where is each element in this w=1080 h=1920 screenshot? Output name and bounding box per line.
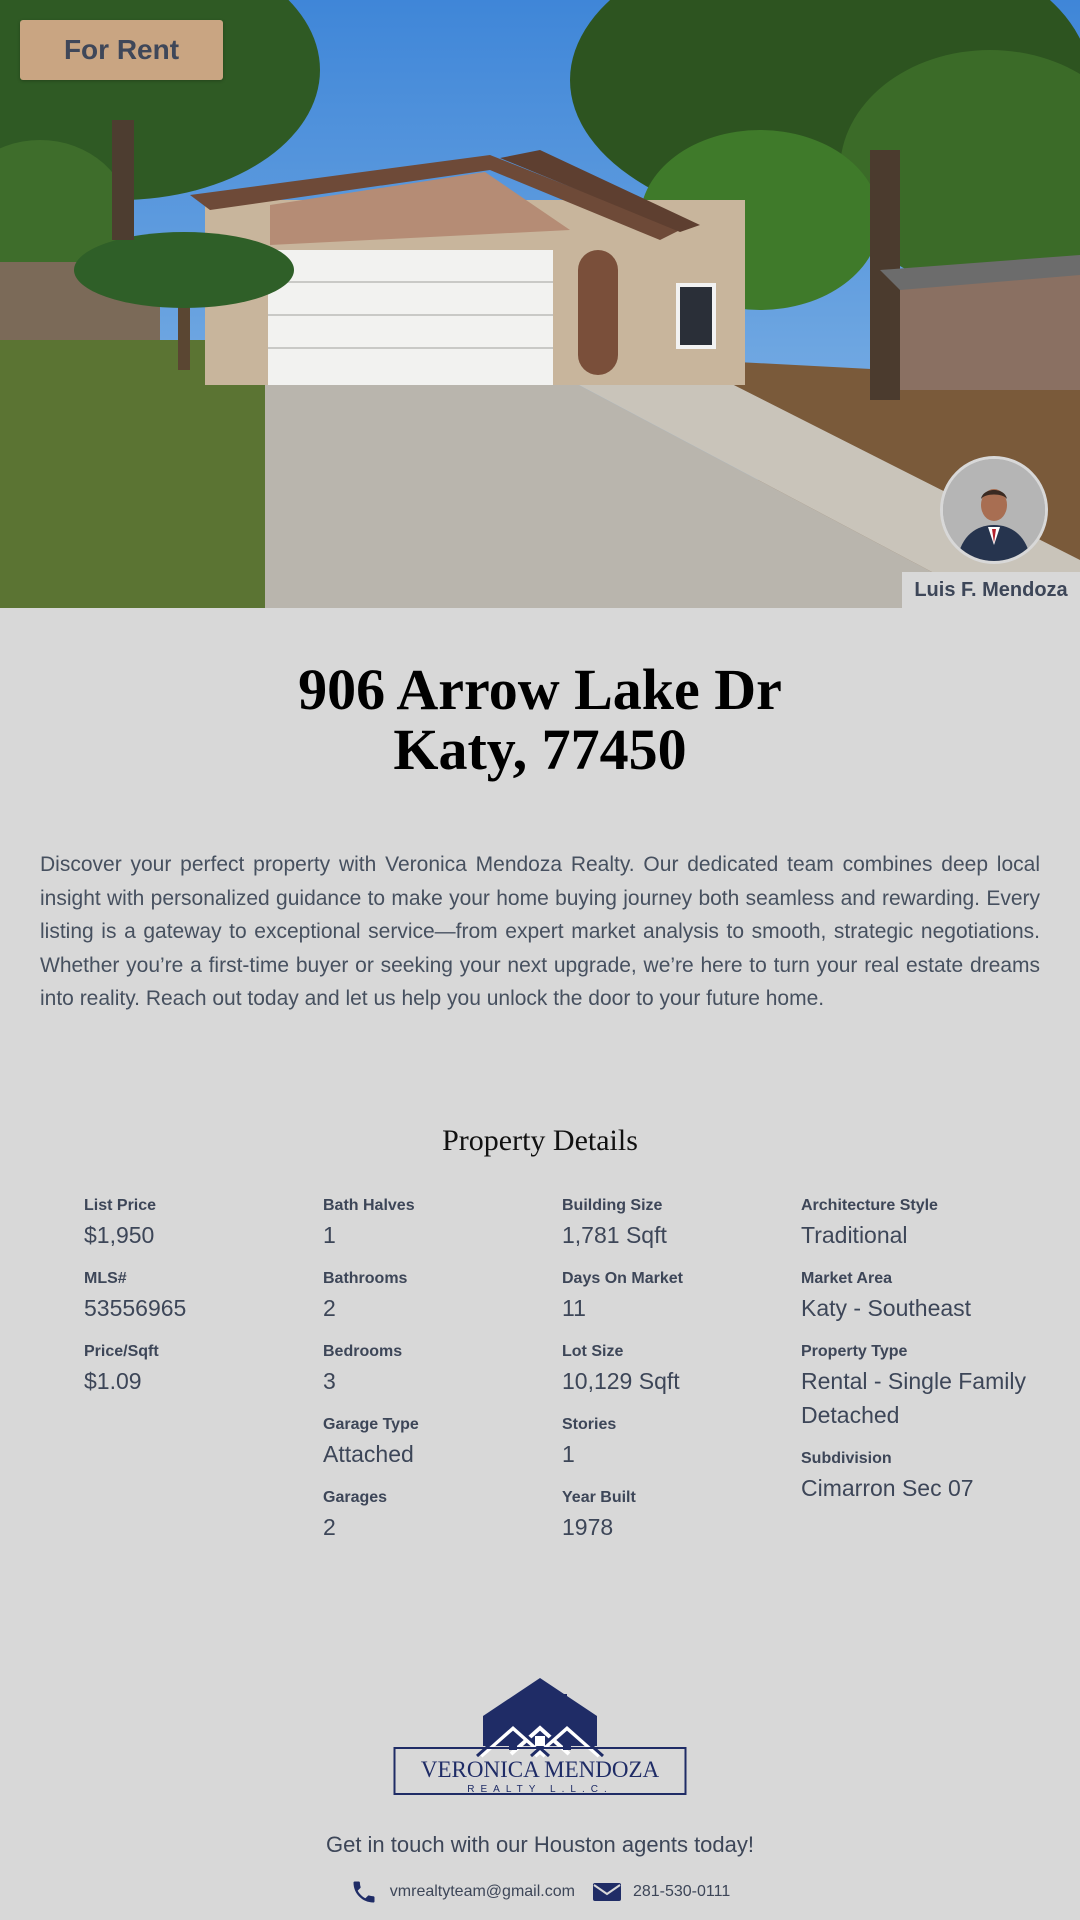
- house-photo: [0, 0, 1080, 608]
- contact-bar: [0, 1876, 1080, 1908]
- agent-name: Luis F. Mendoza: [902, 572, 1080, 608]
- details-heading: Property Details: [442, 1124, 638, 1157]
- detail-architecture-style: [801, 1196, 1040, 1252]
- detail-label: Architecture Style: [801, 1197, 938, 1214]
- detail-value: $1,950: [84, 1222, 155, 1248]
- detail-list-price: [84, 1196, 323, 1252]
- property-description: Discover your perfect property with Veronica Mendoza Realty. Our dedicated team combines deep local insight with personalized guidance to make your home buying journey both seamless and rewarding. Every listing is a gateway to exceptional service—from expert market analysis to smooth, strategic negotiations. Whether you’re a first-time buyer or seeking your next upgrade, we’re here to turn your real estate dreams into reality. Reach out today and let us help you unlock the door to your future home.: [40, 853, 1040, 1011]
- detail-label: Subdivision: [801, 1450, 892, 1467]
- detail-value: Attached: [323, 1441, 414, 1467]
- for-rent-badge: For Rent: [20, 20, 223, 80]
- detail-market-area: [801, 1269, 1040, 1325]
- detail-label: Bedrooms: [323, 1343, 403, 1360]
- detail-label: Garages: [323, 1489, 388, 1506]
- property-address: [0, 657, 1080, 782]
- logo-subtitle: REALTY L.L.C.: [467, 1784, 613, 1795]
- details-column: [323, 1196, 562, 1561]
- detail-value: Rental - Single Family Detached: [801, 1368, 1026, 1428]
- detail-value: 1: [323, 1222, 336, 1248]
- hero-photo: [0, 0, 1080, 608]
- details-column: [562, 1196, 801, 1561]
- detail-stories: [562, 1415, 801, 1471]
- address-street: 906 Arrow Lake Dr: [298, 657, 782, 722]
- detail-value: 1978: [562, 1514, 614, 1540]
- detail-value: Traditional: [801, 1222, 908, 1248]
- detail-bathrooms: [323, 1269, 562, 1325]
- details-column: [801, 1196, 1040, 1561]
- phone-icon: [350, 1878, 378, 1906]
- contact-tagline: Get in touch with our Houston agents today!: [325, 1832, 755, 1857]
- detail-label: List Price: [84, 1197, 157, 1214]
- detail-label: Bath Halves: [323, 1197, 415, 1214]
- detail-value: 1: [562, 1441, 575, 1467]
- address-city-zip: Katy, 77450: [393, 717, 687, 782]
- detail-bedrooms: [323, 1342, 562, 1398]
- details-column: [84, 1196, 323, 1561]
- detail-label: Stories: [562, 1416, 617, 1433]
- detail-year-built: [562, 1488, 801, 1544]
- detail-label: Market Area: [801, 1270, 893, 1287]
- detail-label: Price/Sqft: [84, 1343, 159, 1360]
- contact-email[interactable]: [350, 1878, 575, 1906]
- detail-label: Garage Type: [323, 1416, 419, 1433]
- phone-text[interactable]: 281-530-0111: [632, 1883, 731, 1900]
- detail-value: Katy - Southeast: [801, 1295, 972, 1321]
- detail-value: 2: [323, 1514, 336, 1540]
- detail-label: MLS#: [84, 1270, 127, 1287]
- detail-value: 53556965: [84, 1295, 187, 1321]
- agent-avatar: [940, 456, 1048, 564]
- detail-label: Lot Size: [562, 1343, 624, 1360]
- contact-phone[interactable]: [593, 1881, 730, 1903]
- detail-value: $1.09: [84, 1368, 142, 1394]
- agent-portrait-image: [943, 459, 1045, 561]
- detail-value: 10,129 Sqft: [562, 1368, 680, 1394]
- detail-value: 1,781 Sqft: [562, 1222, 667, 1248]
- detail-garage-type: [323, 1415, 562, 1471]
- detail-value: Cimarron Sec 07: [801, 1475, 974, 1501]
- detail-value: 2: [323, 1295, 336, 1321]
- company-logo: [393, 1676, 687, 1800]
- detail-label: Year Built: [562, 1489, 636, 1506]
- detail-property-type: [801, 1342, 1040, 1432]
- detail-price-per-sqft: [84, 1342, 323, 1398]
- detail-value: 11: [562, 1295, 586, 1321]
- detail-label: Building Size: [562, 1197, 663, 1214]
- detail-label: Days On Market: [562, 1270, 683, 1287]
- mail-icon: [593, 1881, 621, 1903]
- detail-days-on-market: [562, 1269, 801, 1325]
- details-grid: [84, 1196, 1044, 1561]
- detail-label: Bathrooms: [323, 1270, 408, 1287]
- detail-building-size: [562, 1196, 801, 1252]
- detail-garages: [323, 1488, 562, 1544]
- detail-mls: [84, 1269, 323, 1325]
- detail-bath-halves: [323, 1196, 562, 1252]
- detail-label: Property Type: [801, 1343, 908, 1360]
- detail-value: 3: [323, 1368, 336, 1394]
- detail-lot-size: [562, 1342, 801, 1398]
- email-text[interactable]: vmrealtyteam@gmail.com: [389, 1883, 575, 1900]
- logo-name: VERONICA MENDOZA: [420, 1757, 660, 1782]
- detail-subdivision: [801, 1449, 1040, 1505]
